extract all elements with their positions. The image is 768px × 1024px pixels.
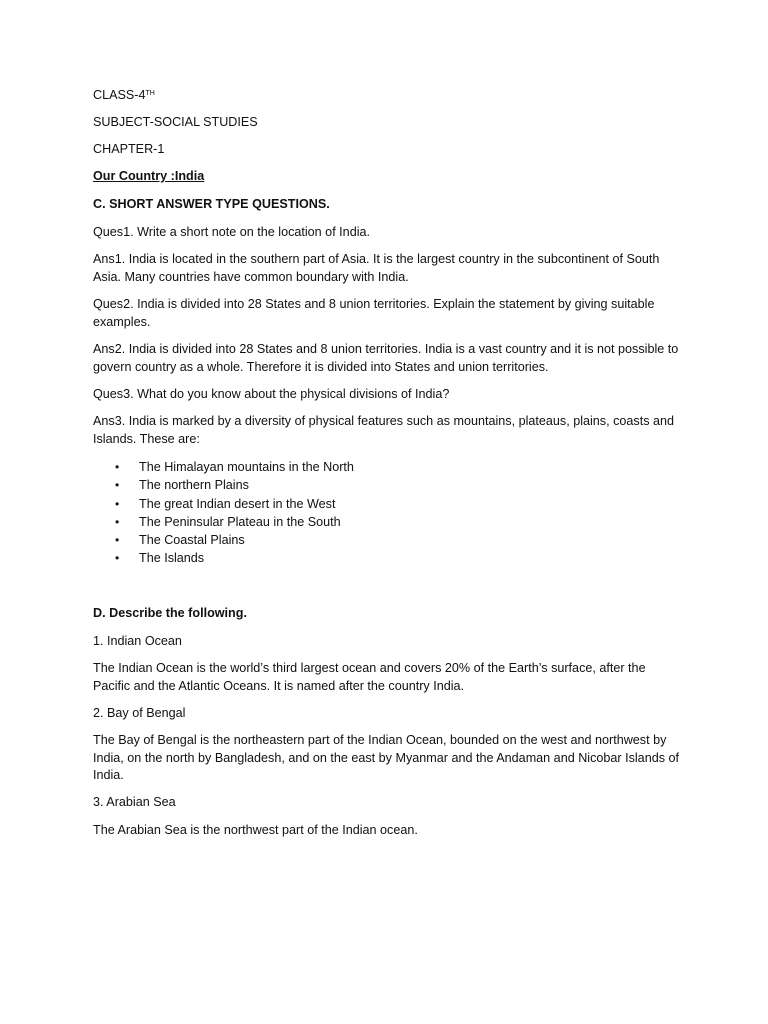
list-item (93, 476, 354, 494)
item-1-text: The Indian Ocean is the world’s third largest ocean and covers 20% of the Earth’s surface, after the Pacific and the Atlantic Oceans. It is named after the country India. (93, 661, 646, 693)
chapter-title-text: Our Country :India (93, 169, 205, 183)
question-3: Ques3. What do you know about the physical divisions of India? (93, 387, 450, 401)
bullet-icon: • (115, 496, 120, 511)
answer-3: Ans3. India is marked by a diversity of physical features such as mountains, plateaus, plains, coasts and Islands. These are: (93, 414, 675, 446)
list-item (93, 531, 354, 549)
list-item-text: The Peninsular Plateau in the South (139, 514, 341, 529)
list-item (93, 513, 354, 531)
item-2-text: The Bay of Bengal is the northeastern part of the Indian Ocean, bounded on the west and northwest by India, on the north by Bangladesh, and on the east by Myanmar and the Andaman and Nicobar Islands of India. (93, 733, 679, 782)
item-3-text: The Arabian Sea is the northwest part of the Indian ocean. (93, 823, 418, 837)
bullet-icon: • (115, 551, 120, 566)
class-label: CLASS-4 (93, 88, 146, 102)
subject-line: SUBJECT-SOCIAL STUDIES (93, 115, 258, 129)
answer-2: Ans2. India is divided into 28 States and 8 union territories. India is a vast country and it is not possible to govern country as a whole. Therefore it is divided into States and union territories. (93, 342, 679, 374)
section-d-heading: D. Describe the following. (93, 606, 247, 620)
class-line (93, 87, 683, 105)
section-c-heading: C. SHORT ANSWER TYPE QUESTIONS. (93, 197, 330, 211)
question-2: Ques2. India is divided into 28 States and 8 union territories. Explain the statement by giving suitable examples. (93, 297, 655, 329)
list-item-text: The great Indian desert in the West (139, 496, 336, 511)
list-item-text: The northern Plains (139, 478, 249, 493)
item-3-title: 3. Arabian Sea (93, 795, 176, 809)
list-item-text: The Himalayan mountains in the North (139, 460, 354, 474)
bullet-icon: • (115, 460, 120, 474)
bullet-icon: • (115, 514, 120, 529)
bullet-icon: • (115, 478, 120, 493)
list-item (93, 458, 354, 476)
list-item-text: The Coastal Plains (139, 533, 245, 548)
question-1: Ques1. Write a short note on the location of India. (93, 225, 370, 239)
chapter-title (93, 168, 683, 186)
list-item-text: The Islands (139, 551, 205, 566)
list-item (93, 495, 354, 513)
physical-features-list (93, 458, 354, 568)
answer-1: Ans1. India is located in the southern part of Asia. It is the largest country in the subcontinent of South Asia. Many countries have common boundary with India. (93, 252, 660, 284)
item-2-title: 2. Bay of Bengal (93, 706, 186, 720)
bullet-icon: • (115, 533, 120, 548)
class-superscript: TH (145, 90, 155, 97)
list-item (93, 549, 354, 567)
chapter-line: CHAPTER-1 (93, 142, 165, 156)
item-1-title: 1. Indian Ocean (93, 634, 182, 648)
